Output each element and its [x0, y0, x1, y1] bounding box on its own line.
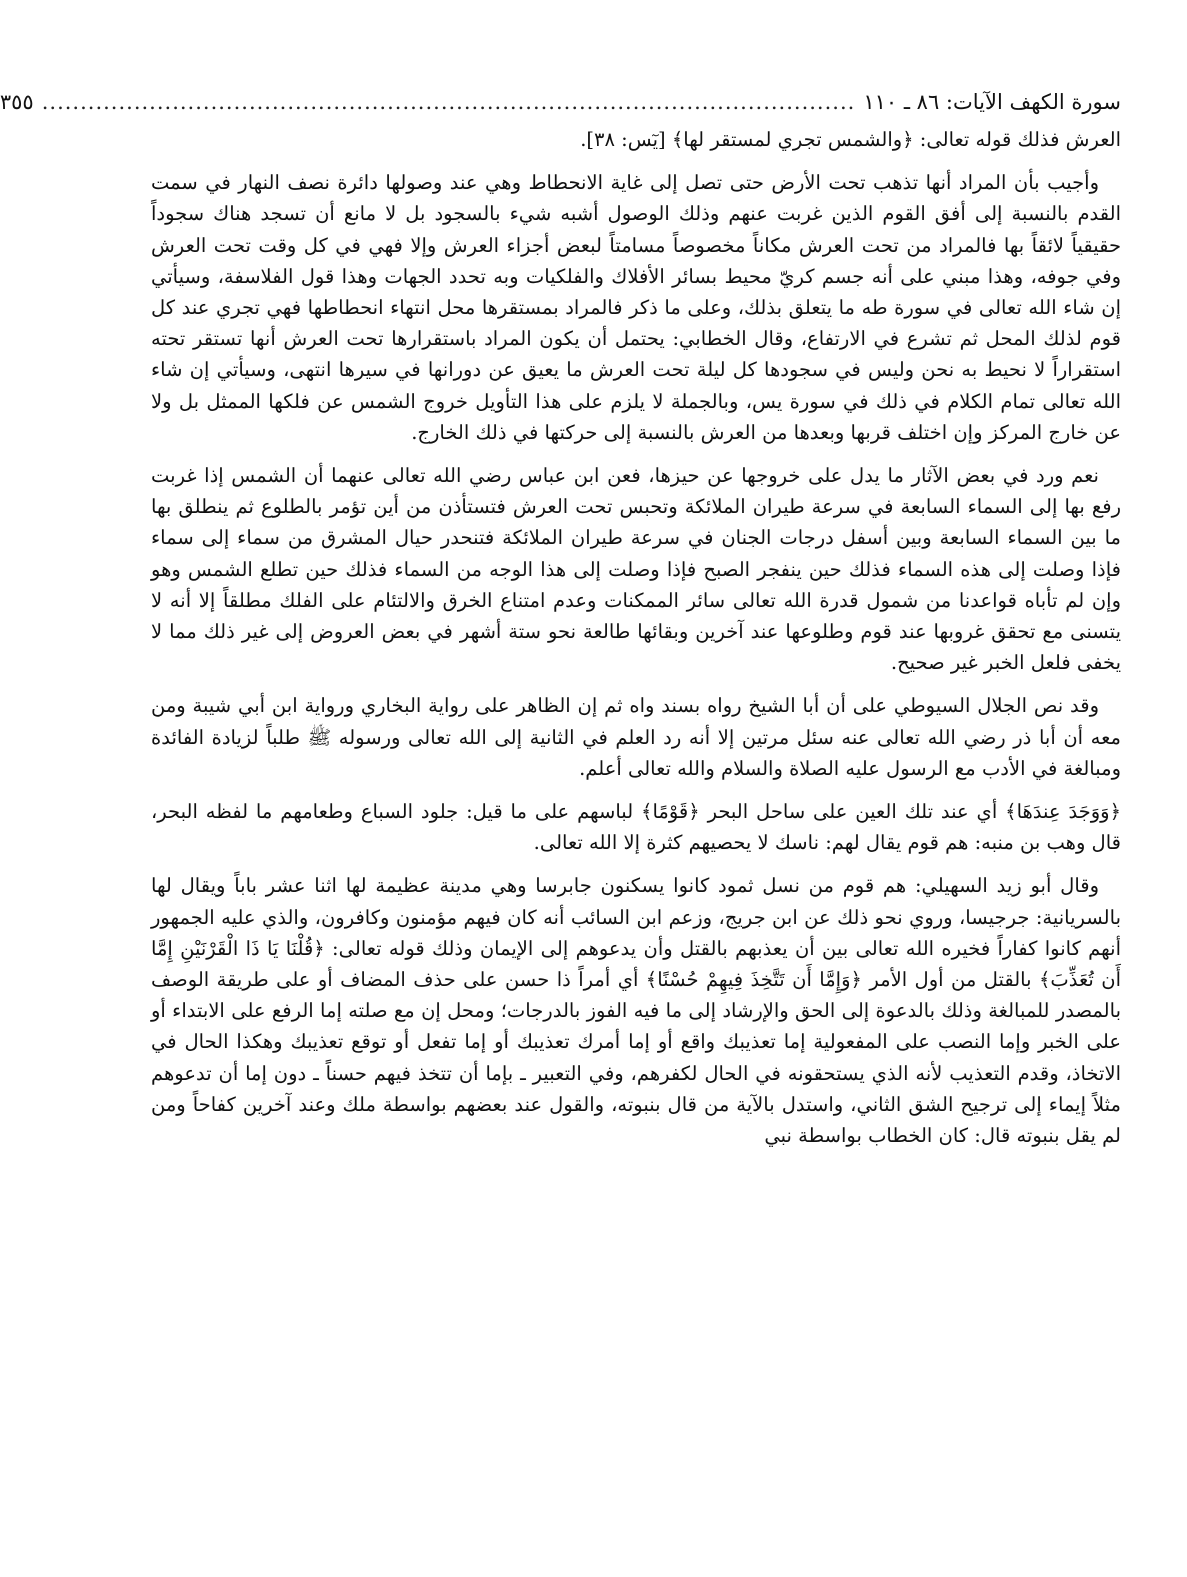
paragraph: وقال أبو زيد السهيلي: هم قوم من نسل ثمود كانوا يسكنون جابرسا وهي مدينة عظيمة لها اثنا عشر باباً ويقال لها بالسريانية: جرجيسا، وروي نحو ذلك عن ابن جريج، وزعم ابن السائب أنه كان فيهم مؤمنون وكافرون، والذي عليه الجمهور أنهم كانوا كفاراً فخيره الله تعالى بين أن يعذبهم بالقتل وأن يدعوهم إلى الإيمان وذلك قوله تعالى: ﴿قُلْنَا يَا ذَا الْقَرْنَيْنِ إِمَّا أَن تُعَذِّبَ﴾ بالقتل من أول الأمر ﴿وَإِمَّا أَن تَتَّخِذَ فِيهِمْ حُسْنًا﴾ أي أمراً ذا حسن على حذف المضاف أو على طريقة الوصف بالمصدر للمبالغة وذلك بالدعوة إلى الحق والإرشاد إلى ما فيه الفوز بالدرجات؛ ومحل إن مع صلته إما الرفع على الابتداء أو على الخبر وإما النصب على المفعولية إما تعذيبك واقع أو إما أمرك تعذيبك أو إما تفعل أو توقع تعذيبك وهكذا الحال في الاتخاذ، وقدم التعذيب لأنه الذي يستحقونه في الحال لكفرهم، وفي التعبير ـ بإما أن تتخذ فيهم حسناً ـ دون إما أن تدعوهم مثلاً إيماء إلى ترجيح الشق الثاني، واستدل بالآية من قال بنبوته، والقول عند بعضهم بواسطة ملك وعند آخرين كفاحاً ومن لم يقل بنبوته قال: كان الخطاب بواسطة نبي: [151, 874, 1121, 1148]
document-page: [0, 88, 1122, 1558]
leader-dots: ..........................................................................................................: [41, 90, 856, 114]
paragraph-verse-commentary: ﴿وَوَجَدَ عِندَهَا﴾ أي عند تلك العين على ساحل البحر ﴿قَوْمًا﴾ لباسهم على ما قيل: جلود السباع وطعامهم ما لفظه البحر، قال وهب بن منبه: هم قوم يقال لهم: ناسك لا يحصيهم كثرة إلا الله تعالى.: [151, 800, 1121, 855]
running-header: [0, 88, 1121, 118]
paragraph: نعم ورد في بعض الآثار ما يدل على خروجها عن حيزها، فعن ابن عباس رضي الله تعالى عنهما أن الشمس إذا غربت رفع بها إلى السماء السابعة في سرعة طيران الملائكة وتحبس تحت العرش فتستأذن من أين تؤمر بالطلوع ثم ينطلق بها ما بين السماء السابعة وبين أسفل درجات الجنان في سرعة طيران الملائكة فتنحدر حيال المشرق من سماء إلى سماء فإذا وصلت إلى هذه السماء فذلك حين ينفجر الصبح فإذا وصلت إلى هذا الوجه من السماء فذلك حين تطلع الشمس وهو وإن لم تأباه قواعدنا من شمول قدرة الله تعالى سائر الممكنات وعدم امتناع الخرق والالتئام على الفلك مطلقاً إلا أنه لا يتسنى مع تحقق غروبها عند قوم وطلوعها عند آخرين وبقائها طالعة نحو ستة أشهر في بعض العروض إلى غير ذلك مما لا يخفى فلعل الخبر غير صحيح.: [151, 464, 1121, 675]
running-header-title: سورة الكهف الآيات: ٨٦ ـ ١١٠: [863, 90, 1121, 114]
page-number: ٣٥٥: [0, 90, 34, 114]
body-text: [151, 124, 1121, 1151]
paragraph-continuation: العرش فذلك قوله تعالى: ﴿والشمس تجري لمستقر لها﴾ [يٓس: ٣٨].: [580, 128, 1121, 151]
paragraph: وقد نص الجلال السيوطي على أن أبا الشيخ رواه بسند واه ثم إن الظاهر على رواية البخاري ورواية ابن أبي شيبة ومن معه أن أبا ذر رضي الله تعالى عنه سئل مرتين إلا أنه رد العلم في الثانية إلى الله تعالى ورسوله ﷺ طلباً لزيادة الفائدة ومبالغة في الأدب مع الرسول عليه الصلاة والسلام والله تعالى أعلم.: [151, 694, 1121, 780]
paragraph: وأجيب بأن المراد أنها تذهب تحت الأرض حتى تصل إلى غاية الانحطاط وهي عند وصولها دائرة نصف النهار في سمت القدم بالنسبة إلى أفق القوم الذين غربت عنهم وذلك الوصول أشبه شيء بالسجود بل لا مانع أن تسجد هناك سجوداً حقيقياً لائقاً بها فالمراد من تحت العرش مكاناً مخصوصاً مسامتاً لبعض أجزاء العرش وإلا فهي في كل وقت تحت العرش وفي جوفه، وهذا مبني على أنه جسم كريّ محيط بسائر الأفلاك والفلكيات وبه تحدد الجهات وهذا قول الفلاسفة، وسيأتي إن شاء الله تعالى في سورة طه ما يتعلق بذلك، وعلى ما ذكر فالمراد بمستقرها محل انتهاء انحطاطها فهي تجري عند كل قوم لذلك المحل ثم تشرع في الارتفاع، وقال الخطابي: يحتمل أن يكون المراد باستقرارها تحت العرش أنها تستقر تحته استقراراً لا نحيط به نحن وليس في سجودها كل ليلة تحت العرش ما يعيق عن دورانها في سيرها انتهى، وسيأتي إن شاء الله تعالى تمام الكلام في ذلك في سورة يس، وبالجملة لا يلزم على هذا التأويل خروج الشمس عن فلكها الممثل بل ولا عن خارج المركز وإن اختلف قربها وبعدها من العرش بالنسبة إلى حركتها في ذلك الخارج.: [151, 171, 1122, 444]
